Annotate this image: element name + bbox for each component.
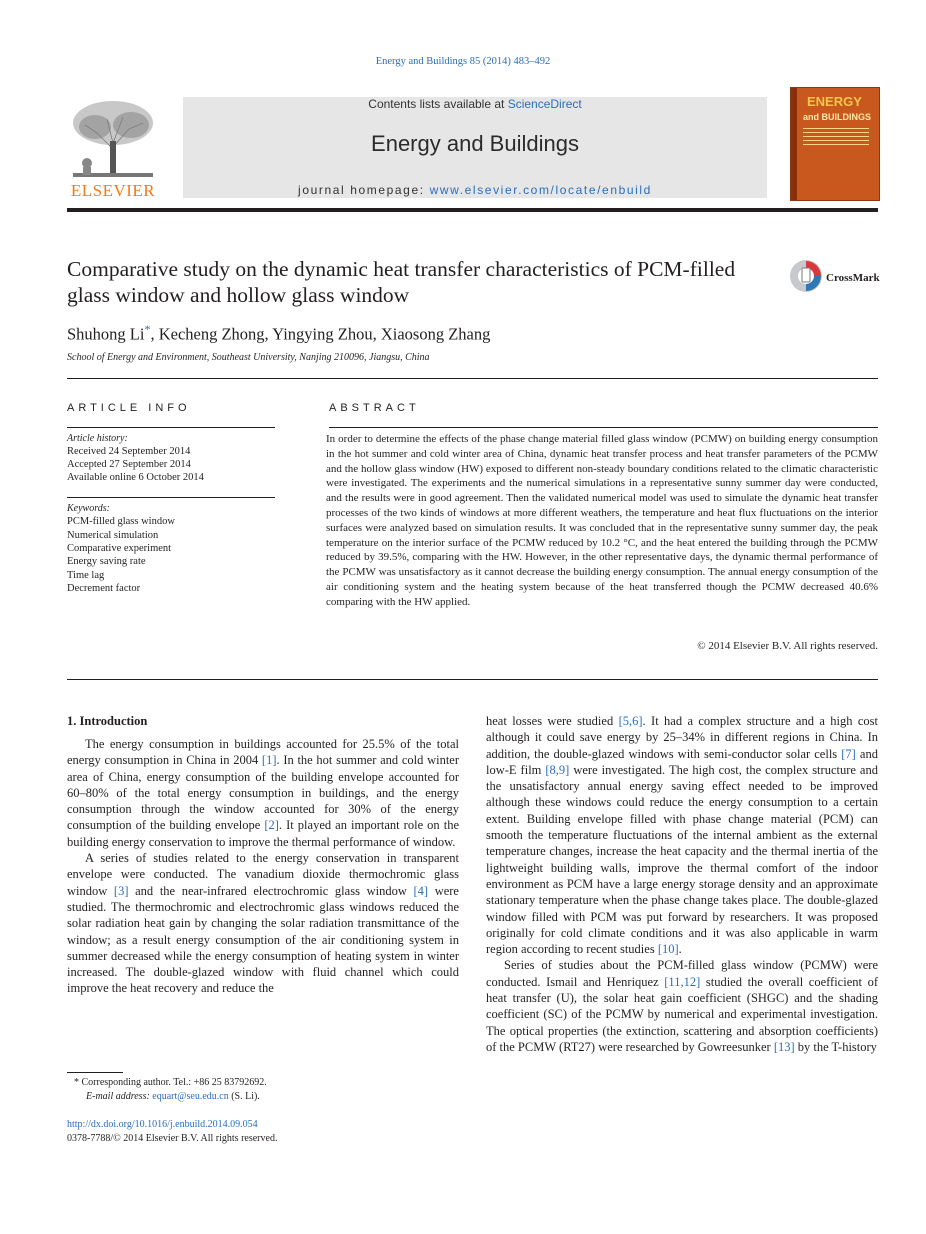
paragraph: heat losses were studied [5,6]. It had a complex structure and a high cost although it could save energy by 25–34% in different regions in China. In addition, the double-glazed windows with semi-conductor solar cells [7] and low-E film [8,9] were investigated. The high cost, the complex structure and the unsatisfactory annual energy saving effect needed to be improved although these windows could reduce the energy consumption to a certain extent. Building envelope filled with phase change material (PCM) can smooth the temperature fluctuations of the internal ambient as the external temperature changes, increase the heat capacity and the thermal inertia of the lightweight building walls, improve the thermal comfort of the indoor environment as PCM have a large energy storage density and an approximate stationary temperature when the phase change takes place. The double-glazed window filled with PCM was put forward by researchers. It was proposed originally for cold climate conditions and it was also applicable in warm region according to recent studies [10].	[486, 714, 878, 957]
contents-prefix: Contents lists available at	[368, 97, 508, 111]
abstract-text: In order to determine the effects of the phase change material filled glass window (PCMW) on building energy consumption in the hot summer and cold winter area of China, dynamic heat transfer process and heat transfer parameters of the PCMW and the hollow glass window (HW) exposed to different non-steady boundary conditions related to the climatic characteristic were investigated. The experiments and the numerical simulations in a representative sunny summer day were conducted, and the results were in good agreement. Then the validated numerical model was used to simulate the dynamic heat transfer processes of the two kinds of windows at more different weathers, the temperature and heat flux fluctuations on the interior surfaces were analyzed based on simulation results. It was concluded that in the representative sunny summer day, the peak temperature on the interior surface of the PCMW reduced by 10.2 °C, and the heat entered the building through the PCMW reduced by 39.5%, comparing with the HW. However, in the other representative days, the dynamic thermal performance of the PCMW was unsatisfactory as it cannot decrease the building energy consumption. The annual energy consumption of the air conditioning system and the heating system because of the heat transferred though the PCMW decreased 40.6% comparing with the HW applied.	[326, 433, 878, 608]
email-label: E-mail address:	[86, 1091, 153, 1102]
affiliation: School of Energy and Environment, Southeast University, Nanjing 210096, Jiangsu, China	[67, 352, 430, 363]
divider	[67, 497, 275, 498]
citation-link[interactable]: [4]	[413, 883, 429, 898]
citation-link[interactable]: [3]	[113, 883, 129, 898]
citation-link[interactable]: [13]	[773, 1039, 795, 1054]
article-title: Comparative study on the dynamic heat transfer characteristics of PCM-filled glass window and hollow glass window	[67, 257, 736, 307]
accepted-date: Accepted 27 September 2014	[67, 459, 191, 470]
citation-link[interactable]: [2]	[264, 818, 279, 833]
citation-link[interactable]: [7]	[841, 746, 856, 761]
cover-title: ENERGY	[807, 94, 862, 109]
cover-stripe	[791, 88, 797, 200]
citation-link[interactable]: [11,12]	[664, 974, 701, 989]
citation-link[interactable]: [8,9]	[545, 762, 570, 777]
divider	[329, 427, 878, 428]
article-info-heading: ARTICLE INFO	[67, 402, 191, 414]
corresponding-author-note: * Corresponding author. Tel.: +86 25 83792692.	[74, 1077, 267, 1088]
keyword-item: Time lag	[67, 570, 105, 581]
keyword-item: Decrement factor	[67, 583, 141, 594]
divider	[67, 378, 878, 379]
citation-link[interactable]: [1]	[261, 753, 277, 768]
homepage-link[interactable]: www.elsevier.com/locate/enbuild	[429, 183, 652, 197]
homepage-prefix: journal homepage:	[298, 183, 430, 197]
tree-logo-icon	[67, 97, 159, 181]
footnote-rule	[67, 1072, 123, 1073]
received-date: Received 24 September 2014	[67, 446, 191, 457]
paragraph: A series of studies related to the energy conservation in transparent envelope were conducted. The vanadium dioxide thermochromic glass window [3] and the near-infrared electrochromic glass window [4] were studied. The thermochromic and electrochromic glass windows reduced the solar radiation heat gain by changing the solar radiation transmittance of the window; as a result energy consumption of the air conditioning system in summer decreased while the energy consumption of heating system in winter increased. The double-glazed window with fluid channel which could improve the heat recovery and reduce the	[67, 851, 459, 996]
citation-link[interactable]: [5,6]	[618, 714, 643, 728]
keyword-item: Comparative experiment	[67, 543, 172, 554]
sciencedirect-link[interactable]: ScienceDirect	[507, 97, 582, 111]
divider	[67, 679, 878, 680]
keyword-item: Energy saving rate	[67, 556, 146, 567]
author-list	[67, 322, 490, 345]
history-label: Article history:	[67, 433, 128, 444]
cover-subtitle: and BUILDINGS	[803, 112, 872, 122]
abstract-heading: ABSTRACT	[329, 402, 420, 414]
email-link[interactable]: equart@seu.edu.cn	[152, 1091, 229, 1102]
body-column-left	[67, 736, 459, 997]
first-author[interactable]: Shuhong Li	[67, 324, 145, 344]
header-rule	[67, 208, 878, 212]
homepage-line	[183, 183, 767, 197]
body-column-right	[486, 713, 878, 1055]
crossmark-label[interactable]: CrossMark	[826, 272, 880, 284]
citation-link[interactable]: [10]	[657, 942, 679, 957]
keyword-item: PCM-filled glass window	[67, 516, 175, 527]
journal-cover-thumbnail[interactable]	[790, 87, 880, 201]
journal-title: Energy and Buildings	[371, 131, 579, 156]
journal-reference[interactable]: Energy and Buildings 85 (2014) 483–492	[375, 56, 551, 67]
elsevier-wordmark: ELSEVIER	[70, 181, 156, 200]
divider	[67, 427, 275, 428]
doi-link[interactable]: http://dx.doi.org/10.1016/j.enbuild.2014.09.054	[67, 1119, 258, 1130]
corresponding-marker[interactable]: *	[144, 322, 151, 336]
paragraph: The energy consumption in buildings accounted for 25.5% of the total energy consumption in China in 2004 [1]. In the hot summer and cold winter area of China, energy consumption of the building envelope accounted for 60–80% of the total energy consumption in buildings, and the energy consumption through the window accounted for 30% of the energy consumption of the building envelope [2]. It played an important role on the building energy conservation to improve the thermal performance of window.	[67, 737, 460, 849]
section-heading: 1. Introduction	[67, 714, 148, 728]
keywords-label: Keywords:	[67, 503, 110, 514]
issn-copyright: 0378-7788/© 2014 Elsevier B.V. All rights reserved.	[67, 1133, 278, 1144]
crossmark-icon	[788, 258, 824, 294]
contents-line	[183, 97, 767, 111]
cover-text-lines	[803, 128, 869, 148]
keyword-item: Numerical simulation	[67, 530, 159, 541]
paragraph: Series of studies about the PCM-filled glass window (PCMW) were conducted. Ismail and Henriquez [11,12] studied the overall coefficient of heat transfer (U), the solar heat gain coefficient (SHGC) and the shading coefficient (SC) of the PCMW by numerical and experimental investigation. The optical properties (the extinction, scattering and absorption coefficients) of the PCMW (RT27) were researched by Gowreesunker [13] by the T-history	[486, 958, 878, 1054]
other-authors: , Kecheng Zhong, Yingying Zhou, Xiaosong Zhang	[150, 324, 491, 344]
email-suffix: (S. Li).	[228, 1091, 260, 1102]
online-date: Available online 6 October 2014	[67, 472, 204, 483]
abstract-copyright: © 2014 Elsevier B.V. All rights reserved.	[697, 640, 878, 652]
email-note	[86, 1091, 260, 1102]
